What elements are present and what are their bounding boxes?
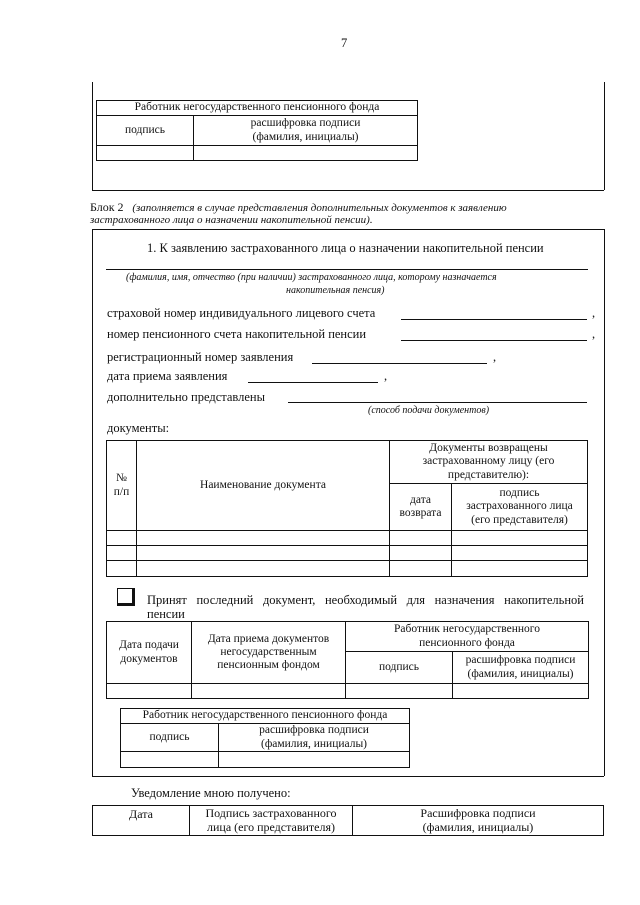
- frame-bottom: [92, 776, 604, 777]
- documents-label: документы:: [107, 421, 170, 435]
- worker-signature-header: подпись: [346, 652, 453, 684]
- top-worker-table: [96, 100, 418, 161]
- notice-signature-header: Подпись застрахованного лица (его представителя): [190, 806, 353, 836]
- table-cell[interactable]: [453, 684, 589, 699]
- table-cell[interactable]: [452, 531, 588, 546]
- method-hint: (способ подачи документов): [368, 405, 490, 416]
- submit-date-header: Дата подачи документов: [107, 622, 192, 684]
- table-cell[interactable]: [107, 531, 137, 546]
- block2-heading: [90, 200, 604, 215]
- frame-top: [92, 229, 604, 230]
- receipt-date-field[interactable]: [248, 382, 378, 383]
- receipt-date-comma: ,: [384, 369, 388, 383]
- worker2-decoding-value[interactable]: [219, 752, 410, 768]
- worker-table-2: [120, 708, 410, 768]
- worker2-decoding-header: расшифровка подписи (фамилия, инициалы): [219, 724, 410, 752]
- top-signature-value[interactable]: [97, 146, 194, 161]
- worker-decoding-header: расшифровка подписи (фамилия, инициалы): [453, 652, 589, 684]
- accepted-checkbox[interactable]: [117, 588, 135, 606]
- accepted-text-line1: Принят последний документ, необходимый для назначения накопительной: [147, 593, 584, 607]
- reg-number-label: регистрационный номер заявления: [107, 350, 294, 364]
- block2-label: Блок 2: [90, 200, 124, 214]
- worker2-signature-header: подпись: [121, 724, 219, 752]
- worker-header: Работник негосударственного пенсионного фонда: [346, 622, 589, 652]
- table-cell[interactable]: [107, 561, 137, 577]
- table-cell[interactable]: [452, 561, 588, 577]
- table-cell[interactable]: [107, 684, 192, 699]
- frame-right: [604, 229, 605, 776]
- top-decoding-value[interactable]: [194, 146, 418, 161]
- account-field[interactable]: [401, 340, 587, 341]
- account-comma: ,: [592, 327, 596, 341]
- top-signature-cell: подпись: [97, 116, 194, 146]
- frame-bottom-top: [92, 190, 604, 191]
- method-field[interactable]: [288, 402, 587, 403]
- table-cell[interactable]: [452, 546, 588, 561]
- snils-field[interactable]: [401, 319, 587, 320]
- accepted-text-line2: пенсии: [147, 607, 185, 621]
- acceptance-table: [106, 621, 589, 699]
- receipt-date-label: дата приема заявления: [107, 369, 228, 383]
- table-cell[interactable]: [107, 546, 137, 561]
- table-cell[interactable]: [137, 531, 390, 546]
- worker2-header: Работник негосударственного пенсионного фонда: [121, 709, 410, 724]
- block2-note-line1: (заполняется в случае представления дополнительных документов к заявлению: [132, 202, 507, 214]
- worker2-signature-value[interactable]: [121, 752, 219, 768]
- table-cell[interactable]: [390, 561, 452, 577]
- return-date-header: дата возврата: [390, 484, 452, 531]
- table-cell[interactable]: [390, 546, 452, 561]
- fullname-hint-line2: накопительная пенсия): [286, 285, 385, 296]
- snils-comma: ,: [592, 306, 596, 320]
- accept-date-header: Дата приема документов негосударственным пенсионным фондом: [192, 622, 346, 684]
- frame-right-top: [604, 82, 605, 190]
- table-cell[interactable]: [137, 561, 390, 577]
- top-worker-header: Работник негосударственного пенсионного фонда: [97, 101, 418, 116]
- section1-title: 1. К заявлению застрахованного лица о назначении накопительной пенсии: [147, 241, 544, 255]
- additionally-label: дополнительно представлены: [107, 390, 266, 404]
- returned-header: Документы возвращены застрахованному лицу (его представителю):: [390, 441, 588, 484]
- table-cell[interactable]: [390, 531, 452, 546]
- table-row: [107, 561, 588, 577]
- page-number: 7: [341, 36, 348, 50]
- notice-label: Уведомление мною получено:: [131, 786, 291, 800]
- fullname-line[interactable]: [106, 269, 588, 270]
- table-cell[interactable]: [346, 684, 453, 699]
- table-cell[interactable]: [192, 684, 346, 699]
- reg-number-comma: ,: [493, 350, 497, 364]
- documents-table: [106, 440, 588, 577]
- frame-left: [92, 229, 93, 776]
- snils-label: страховой номер индивидуального лицевого счета: [107, 306, 376, 320]
- top-decoding-cell: расшифровка подписи (фамилия, инициалы): [194, 116, 418, 146]
- notice-date-header: Дата: [93, 806, 190, 836]
- insured-signature-header: подпись застрахованного лица (его представителя): [452, 484, 588, 531]
- table-row: [107, 684, 589, 699]
- table-row: [107, 546, 588, 561]
- fullname-hint-line1: (фамилия, имя, отчество (при наличии) застрахованного лица, которому назначается: [126, 272, 497, 283]
- notice-table: [92, 805, 604, 836]
- notice-decoding-header: Расшифровка подписи (фамилия, инициалы): [353, 806, 604, 836]
- block2-note-line2: застрахованного лица о назначении накопительной пенсии).: [90, 214, 373, 226]
- reg-number-field[interactable]: [312, 363, 487, 364]
- account-label: номер пенсионного счета накопительной пенсии: [107, 327, 367, 341]
- doc-name-header: Наименование документа: [137, 441, 390, 531]
- doc-num-header: № п/п: [107, 441, 137, 531]
- table-cell[interactable]: [137, 546, 390, 561]
- frame-left-top: [92, 82, 93, 190]
- table-row: [107, 531, 588, 546]
